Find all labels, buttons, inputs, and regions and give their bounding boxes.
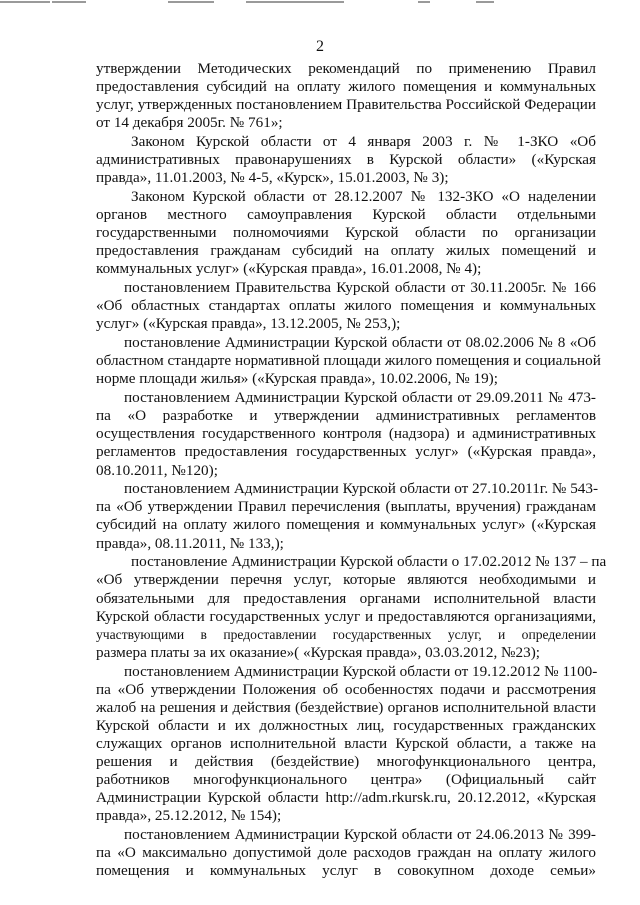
text-line: утверждении Методических рекомендаций по применению Правил (96, 60, 596, 77)
text-line: постановление Администрации Курской области от 08.02.2006 № 8 «Об (124, 334, 596, 352)
text-line: решения и действия (бездействие) многофункционального центра, (96, 753, 596, 771)
text-line: па «О разработке и утверждении административных регламентов (96, 407, 596, 425)
text-line: размера платы за их оказание»( «Курская правда», 03.03.2012, №23); (96, 643, 541, 661)
text-line: коммунальных услуг» («Курская правда», 16.01.2008, № 4); (96, 260, 482, 278)
paragraph (96, 188, 596, 278)
paragraph (96, 334, 601, 388)
paragraph (96, 826, 596, 880)
text-line: па «Об утверждении Положения об особенностях подачи и рассмотрения (96, 680, 596, 698)
text-line: постановлением Администрации Курской области от 19.12.2012 № 1100- (124, 662, 598, 680)
text-line: осуществления государственного контроля (надзора) и административных (96, 425, 596, 443)
paragraph (96, 553, 607, 662)
text-line: «Об областных стандартах оплаты жилого помещения и коммунальных (96, 297, 596, 315)
paragraph (96, 279, 596, 333)
text-line: жалоб на решения и действия (бездействие) органов исполнительной власти (96, 698, 596, 716)
text-line: па «Об утверждении Правил перечисления (выплаты, вручения) гражданам (96, 498, 596, 516)
text-line: областном стандарте нормативной площади жилого помещения и социальной (96, 352, 601, 370)
text-line: работников многофункционального центра» (Официальный сайт (96, 771, 596, 789)
text-line: постановление Администрации Курской области о 17.02.2012 № 137 – па (131, 553, 607, 571)
text-line: регламентов предоставления государственных услуг» («Курская правда», (96, 443, 596, 461)
text-line: административных правонарушениях в Курской области» («Курская (96, 151, 596, 169)
text-line: служащих органов исполнительной власти Курской области, а также на (96, 734, 596, 752)
paragraph (96, 133, 596, 187)
page-number: 2 (316, 38, 324, 55)
text-line: обязательными для предоставления органами исполнительной власти (96, 589, 596, 607)
scan-edge-mark (0, 0, 640, 6)
text-line: государственными полномочиями Курской области по организации (96, 224, 596, 242)
paragraph (96, 663, 596, 826)
text-line: Курской области и их должностных лиц, государственных гражданских (96, 716, 596, 734)
text-line: органов местного самоуправления Курской области отдельными (96, 206, 596, 224)
text-line: правда», 08.11.2011, № 133,); (96, 534, 284, 552)
text-line: от 14 декабря 2005г. № 761»; (96, 114, 283, 132)
text-line: постановлением Администрации Курской области от 24.06.2013 № 399- (124, 826, 596, 844)
text-line: «Об утверждении перечня услуг, которые являются необходимыми и (96, 571, 596, 589)
text-line: норме площади жилья» («Курская правда», 10.02.2006, № 19); (96, 370, 498, 388)
text-line: правда», 11.01.2003, № 4-5, «Курск», 15.01.2003, № 3); (96, 169, 449, 187)
text-line: участвующими в предоставлении государственных услуг, и определении (96, 626, 596, 642)
document-body (96, 60, 607, 881)
paragraph (96, 60, 596, 132)
text-line: постановлением Администрации Курской области от 27.10.2011г. № 543- (124, 480, 599, 498)
text-line: Законом Курской области от 4 января 2003 г. № 1-ЗКО «Об (131, 133, 596, 151)
text-line: па «О максимально допустимой доле расходов граждан на оплату жилого (96, 844, 596, 862)
text-line: Законом Курской области от 28.12.2007 № 132-ЗКО «О наделении (131, 188, 596, 206)
text-line: 08.10.2011, №120); (96, 461, 218, 479)
text-line: услуг» («Курская правда», 13.12.2005, № 253,); (96, 315, 401, 333)
text-line: предоставления субсидий на оплату жилого помещения и коммунальных (96, 78, 596, 96)
text-line: постановлением Правительства Курской области от 30.11.2005г. № 166 (124, 279, 596, 297)
paragraph (96, 389, 596, 479)
text-line: Администрации Курской области http://adm.rkursk.ru, 20.12.2012, «Курская (96, 789, 596, 807)
text-line: субсидий на оплату жилого помещения и коммунальных услуг» («Курская (96, 516, 596, 534)
text-line: помещения и коммунальных услуг в совокупном доходе семьи» (96, 862, 596, 880)
text-line: Курской области государственных услуг и предоставляются организациями, (96, 607, 596, 625)
text-line: предоставления гражданам субсидий на оплату жилых помещений и (96, 242, 596, 260)
paragraph (96, 480, 599, 552)
text-line: правда», 25.12.2012, № 154); (96, 807, 282, 825)
text-line: постановлением Администрации Курской области от 29.09.2011 № 473- (124, 389, 596, 407)
text-line: услуг, утвержденных постановлением Правительства Российской Федерации (96, 96, 596, 114)
